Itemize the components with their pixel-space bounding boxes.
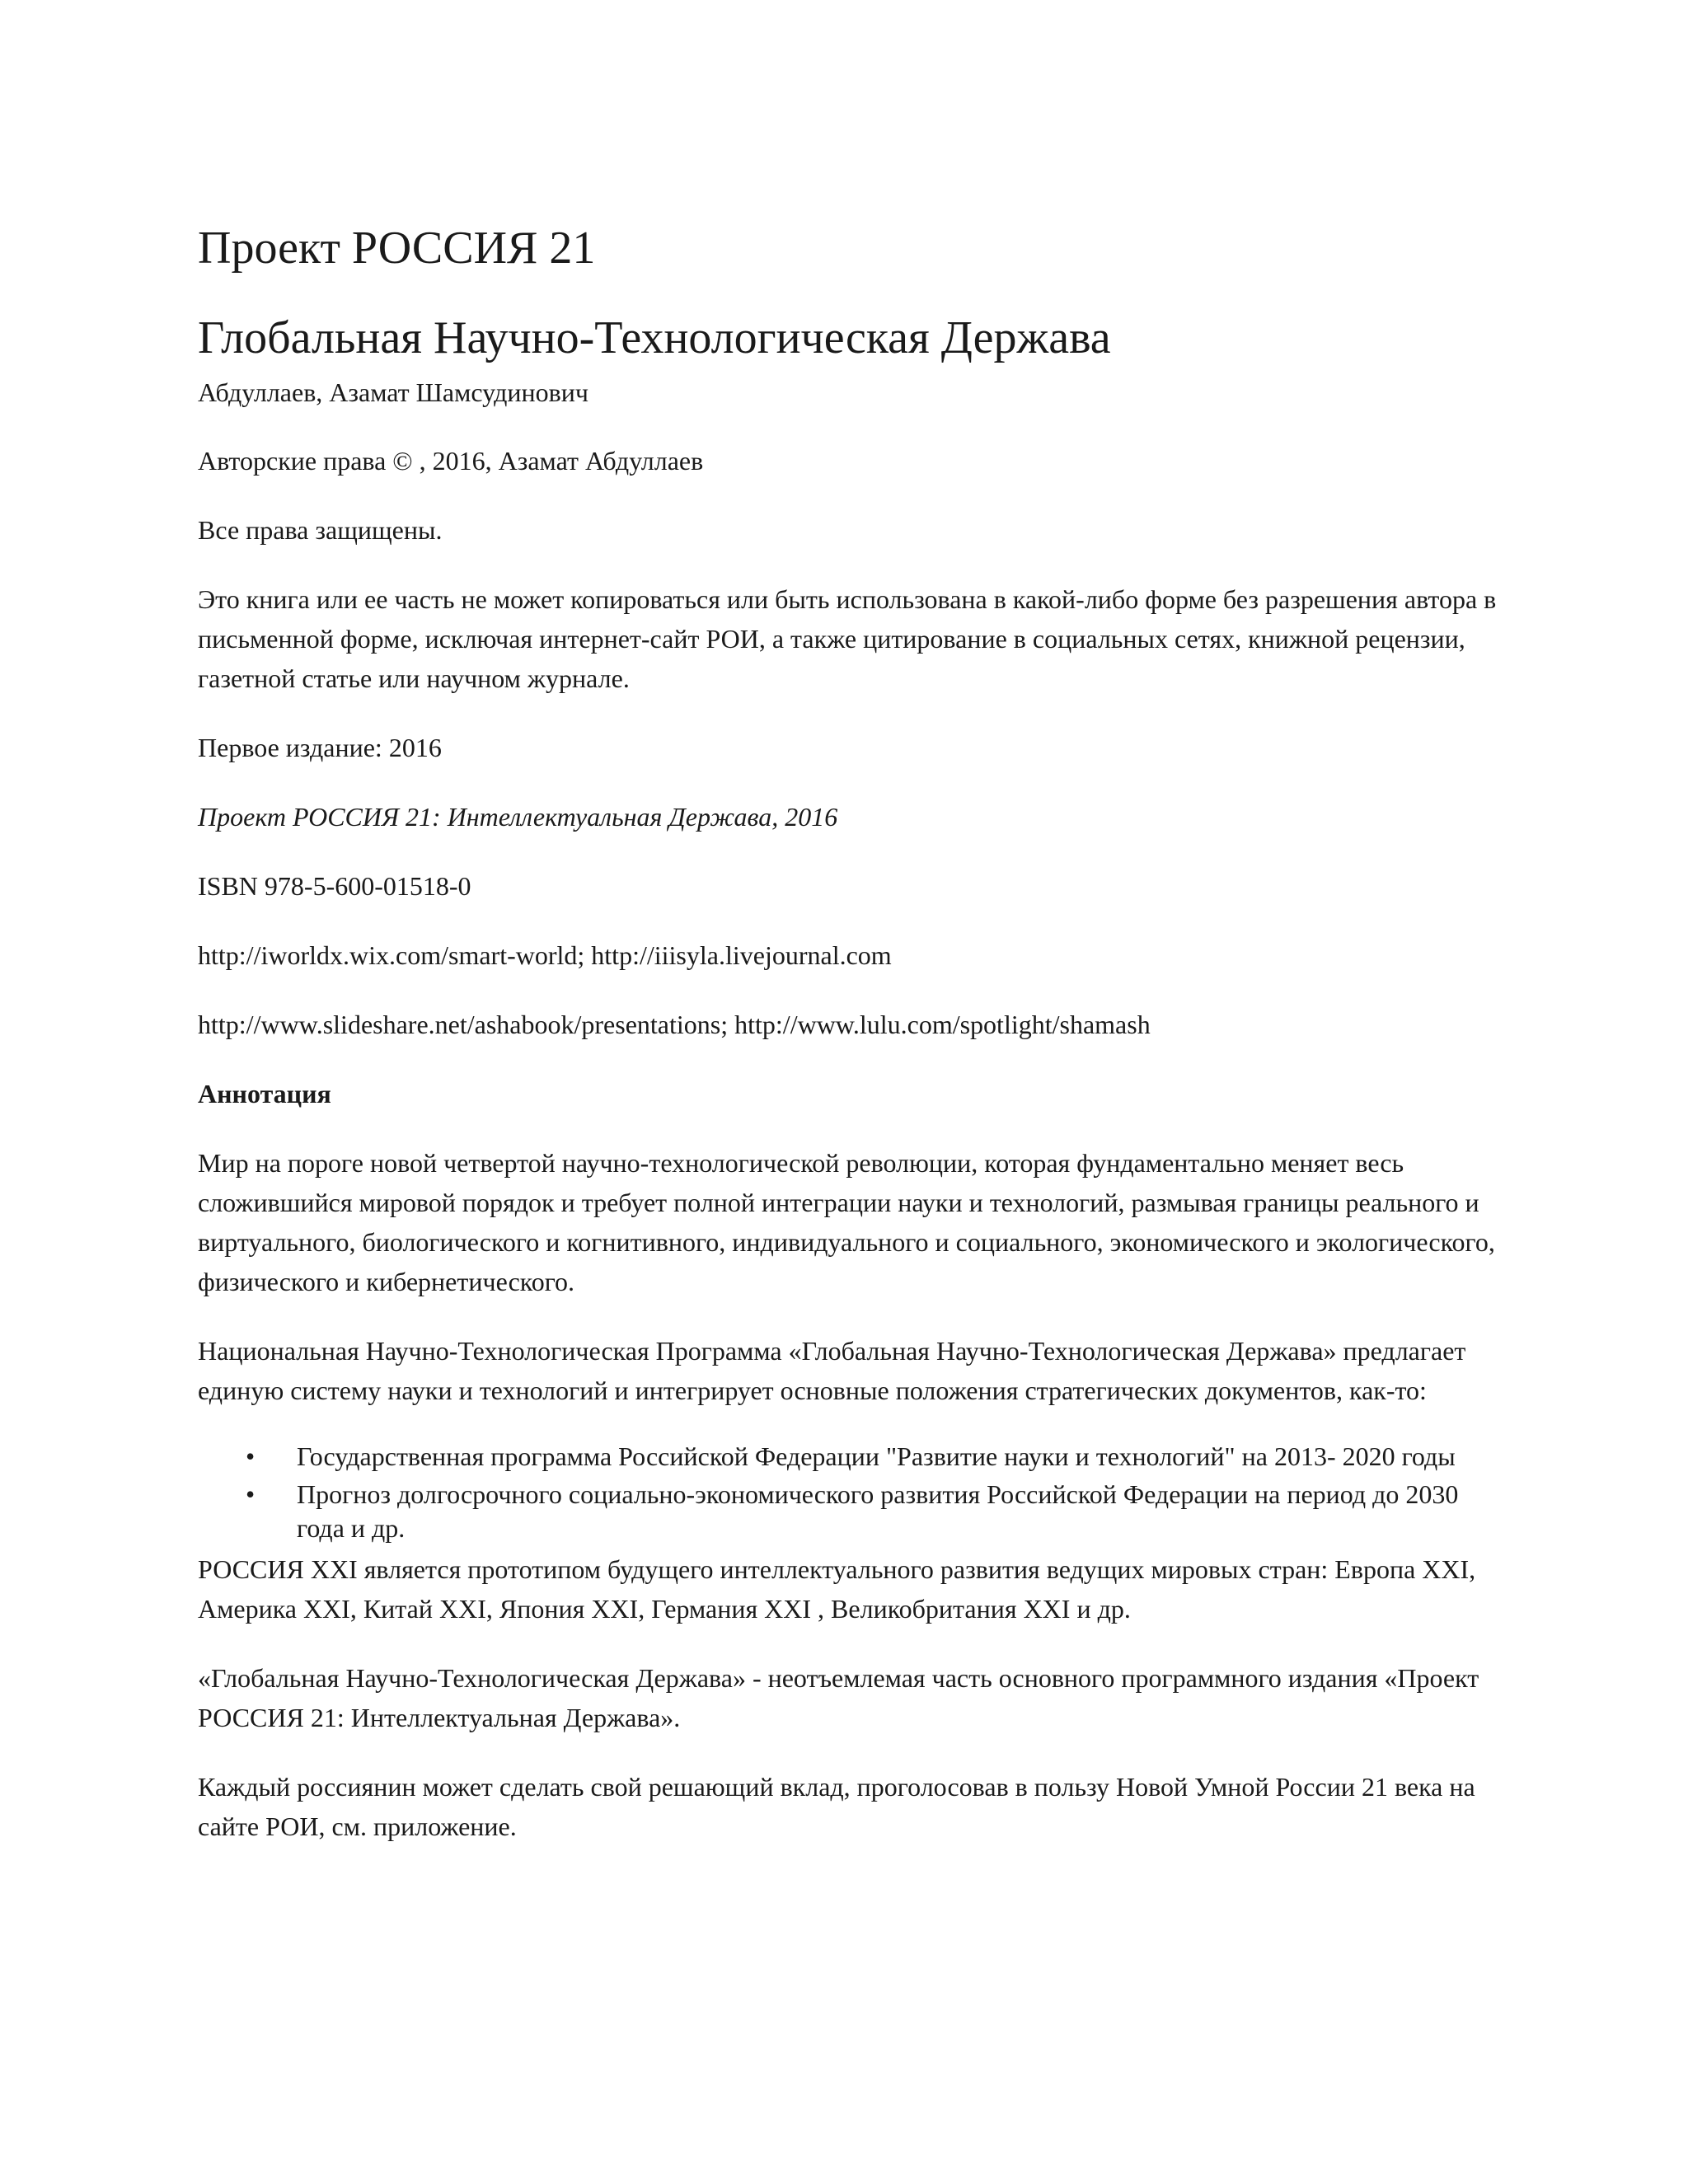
document-title: Проект РОССИЯ 21 (198, 223, 596, 274)
list-item-text: Государственная программа Российской Федерации "Развитие науки и технологий" на 2013- 2020 годы (297, 1441, 1456, 1472)
document-content (198, 221, 1500, 1846)
links-line-2: http://www.slideshare.net/ashabook/presentations; http://www.lulu.com/spotlight/shamash (198, 1010, 1151, 1040)
first-edition-line: Первое издание: 2016 (198, 733, 442, 763)
annotation-paragraph-2: Национальная Научно-Технологическая Программа «Глобальная Научно-Технологическая Держава» предлагает единую систему науки и технологий и интегрирует основные положения стратегических документов, как-то: (198, 1336, 1466, 1406)
links-line-1: http://iworldx.wix.com/smart-world; http://iiisyla.livejournal.com (198, 940, 892, 971)
rights-line: Все права защищены. (198, 515, 443, 546)
list-item (198, 1478, 1500, 1546)
bullet-icon: • (246, 1441, 256, 1472)
annotation-paragraph-1: Мир на пороге новой четвертой научно-технологической революции, которая фундаментально меняет весь сложившийся мировой порядок и требует полной интеграции науки и технологий, размывая границы реального и виртуального, биологического и когнитивного, индивидуального и социального, экономического и экологического, физического и кибернетического. (198, 1148, 1495, 1297)
annotation-heading: Аннотация (198, 1079, 331, 1109)
annotation-paragraph-4: «Глобальная Научно-Технологическая Держава» - неотъемлемая часть основного программного издания «Проект РОССИЯ 21: Интеллектуальная Держава». (198, 1662, 1479, 1732)
author-name: Абдуллаев, Азамат Шамсудинович (198, 377, 588, 408)
list-item-text: Прогноз долгосрочного социально-экономического развития Российской Федерации на период до 2030 года и др. (297, 1479, 1459, 1544)
bullet-icon: • (246, 1479, 256, 1509)
disclaimer-paragraph: Это книга или ее часть не может копироваться или быть использована в какой-либо форме без разрешения автора в письменной форме, исключая интернет-сайт РОИ, а также цитирование в социальных сетях, книжной рецензии, газетной статье или научном журнале. (198, 584, 1497, 694)
copyright-line: Авторские права © , 2016, Азамат Абдуллаев (198, 446, 704, 476)
isbn-line: ISBN 978-5-600-01518-0 (198, 871, 471, 902)
bullet-list (198, 1440, 1500, 1546)
list-item (198, 1440, 1500, 1474)
annotation-paragraph-5: Каждый россиянин может сделать свой решающий вклад, проголосовав в пользу Новой Умной России 21 века на сайте РОИ, см. приложение. (198, 1771, 1475, 1841)
annotation-paragraph-3: РОССИЯ XXI является прототипом будущего интеллектуального развития ведущих мировых стран: Европа XXI, Америка XXI, Китай XXI, Япония XXI, Германия XXI , Великобритания XXI и др. (198, 1554, 1476, 1624)
series-title-line: Проект РОССИЯ 21: Интеллектуальная Держава, 2016 (198, 802, 838, 832)
document-subtitle: Глобальная Научно-Технологическая Держава (198, 312, 1111, 364)
